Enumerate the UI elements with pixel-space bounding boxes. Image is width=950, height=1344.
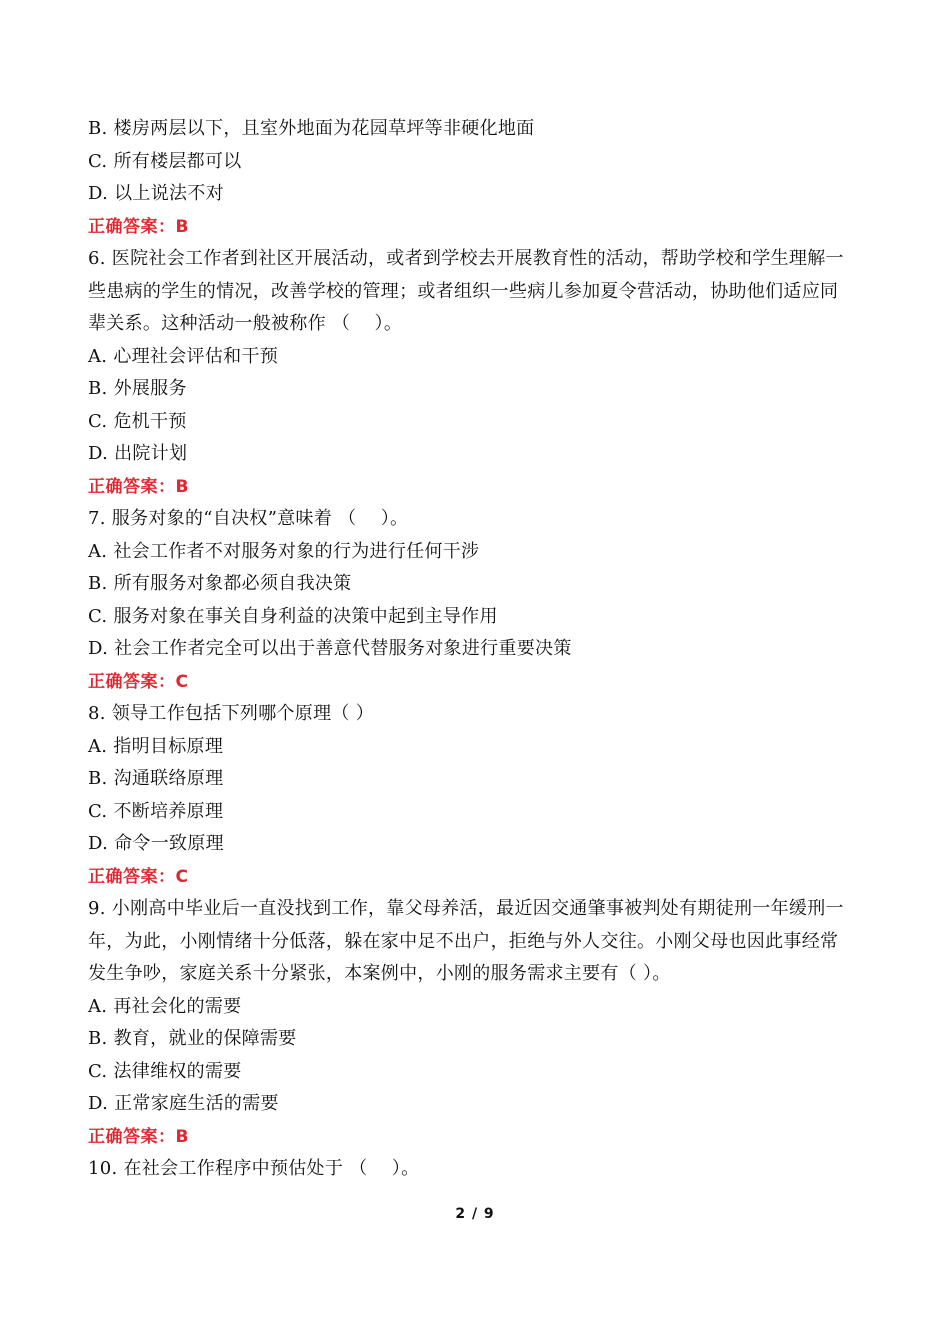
option-a: A. 再社会化的需要: [88, 995, 242, 1017]
question-text: 辈关系。这种活动一般被称作 （ ）。: [88, 313, 403, 334]
question-text: 8. 领导工作包括下列哪个原理（ ）: [88, 703, 375, 724]
question-text: 10. 在社会工作程序中预估处于 （ ）。: [88, 1158, 420, 1179]
option-c: C. 服务对象在事关自身利益的决策中起到主导作用: [88, 605, 498, 627]
question-5: [88, 113, 868, 243]
option-a: A. 心理社会评估和干预: [88, 345, 279, 367]
question-text: 7. 服务对象的“自决权”意味着 （ ）。: [88, 508, 409, 529]
option-b: B. 所有服务对象都必须自我决策: [88, 573, 352, 594]
correct-answer: 正确答案：B: [88, 476, 189, 497]
option-b: B. 楼房两层以下，且室外地面为花园草坪等非硬化地面: [88, 118, 535, 139]
question-text: 6. 医院社会工作者到社区开展活动，或者到学校去开展教育性的活动，帮助学校和学生理解一: [88, 248, 844, 269]
question-10: [88, 1153, 868, 1186]
option-c: C. 不断培养原理: [88, 800, 224, 822]
option-a: A. 指明目标原理: [88, 735, 224, 757]
question-text: 9. 小刚高中毕业后一直没找到工作，靠父母养活，最近因交通肇事被判处有期徒刑一年缓刑一: [88, 898, 844, 919]
correct-answer: 正确答案：C: [88, 671, 189, 692]
correct-answer: 正确答案：B: [88, 1126, 189, 1147]
question-text: 些患病的学生的情况，改善学校的管理；或者组织一些病儿参加夏令营活动，协助他们适应同: [88, 280, 839, 302]
question-6: [88, 243, 868, 503]
option-d: D. 命令一致原理: [88, 833, 224, 854]
option-d: D. 出院计划: [88, 443, 188, 464]
correct-answer: 正确答案：C: [88, 866, 189, 887]
document-page: [88, 113, 868, 1186]
question-text: 发生争吵，家庭关系十分紧张，本案例中，小刚的服务需求主要有（ ）。: [88, 963, 671, 984]
option-b: B. 沟通联络原理: [88, 768, 224, 789]
correct-answer: 正确答案：B: [88, 216, 189, 237]
question-9: [88, 893, 868, 1153]
option-a: A. 社会工作者不对服务对象的行为进行任何干涉: [88, 540, 480, 562]
option-d: D. 以上说法不对: [88, 183, 224, 204]
option-c: C. 危机干预: [88, 410, 187, 432]
question-7: [88, 503, 868, 698]
option-b: B. 教育，就业的保障需要: [88, 1028, 297, 1049]
option-b: B. 外展服务: [88, 378, 187, 399]
option-c: C. 法律维权的需要: [88, 1060, 242, 1082]
option-d: D. 正常家庭生活的需要: [88, 1093, 279, 1114]
page-number: 2 / 9: [455, 1206, 495, 1222]
question-text: 年，为此，小刚情绪十分低落，躲在家中足不出户，拒绝与外人交往。小刚父母也因此事经常: [88, 930, 839, 952]
option-c: C. 所有楼层都可以: [88, 150, 242, 172]
question-8: [88, 698, 868, 893]
option-d: D. 社会工作者完全可以出于善意代替服务对象进行重要决策: [88, 638, 572, 659]
